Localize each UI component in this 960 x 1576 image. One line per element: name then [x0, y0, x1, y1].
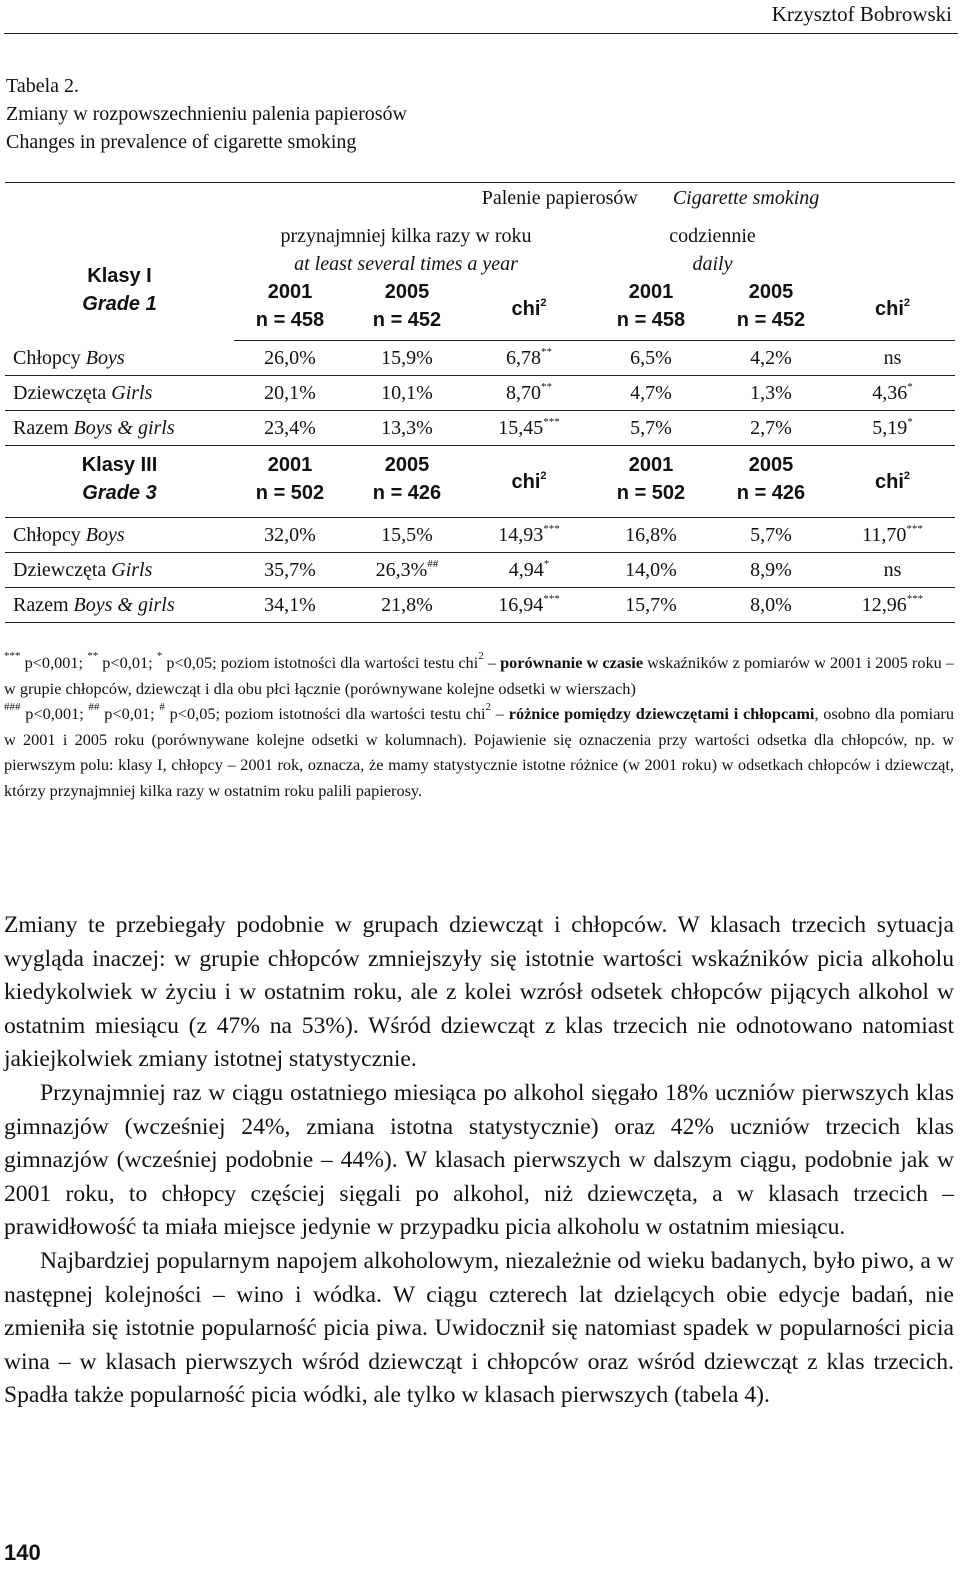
cell-freq-2005: 13,3% [381, 417, 433, 439]
cell-daily-chi-sig: * [907, 381, 913, 393]
s1-chi-a: chi [511, 298, 541, 320]
cell-daily-2001: 6,5% [590, 341, 712, 376]
row-label-en: Boys & girls [73, 594, 175, 616]
table-row [5, 518, 955, 553]
s1-n-2001b: n = 458 [616, 309, 686, 331]
cell-daily-chi-sig: * [907, 416, 913, 428]
body-text [4, 909, 954, 1413]
s2-chi-b: chi [874, 470, 904, 493]
cell-daily-chi: 4,36 [872, 382, 908, 404]
row-label-pl: Chłopcy [13, 346, 81, 369]
header-row-group [5, 183, 955, 213]
footnote-gender-comparison: ### p<0,001; ## p<0,01; # p<0,05; poziom istotności dla wartości testu chi$^2$ – różnice pomiędzy dziewczętami i chłopcami, osobno dla pomiaru w 2001 i 2005 roku (porównywane kolejne odsetki w kolumnach). Pojawienie się oznaczenia przy wartości odsetka dla chłopców, np. w pierwszym polu: klasy I, chłopcy – 2001 rok, oznacza, że mamy statystycznie istotne różnice (w 2001 roku) w odsetkach chłopców i dziewcząt, którzy przynajmniej kilka razy w ostatnim roku palili papierosy. [4, 701, 954, 800]
col-group1-pl: przynajmniej kilka razy w roku [280, 225, 532, 247]
cell-daily-2001: 4,7% [590, 376, 712, 411]
row-label-pl: Razem [13, 594, 69, 616]
col-group2-en: daily [692, 253, 733, 275]
col-group1-en: at least several times a year [294, 253, 518, 275]
cell-freq-2005: 15,9% [381, 347, 433, 369]
s2-n-2005a: n = 426 [372, 481, 442, 504]
cell-freq-chi-sig: *** [543, 416, 560, 428]
footnote-time-comparison: *** p<0,001; ** p<0,01; * p<0,05; poziom istotności dla wartości testu chi$^2$ – porównanie w czasie wskaźników z pomiarów w 2001 i 2005 roku – w grupie chłopców, dziewcząt i dla obu płci łącznie (porównywane kolejne odsetki w wierszach) [4, 650, 955, 698]
table-footnotes [4, 650, 954, 804]
cell-daily-2005: 8,9% [712, 553, 830, 588]
table-row [5, 553, 955, 588]
cell-daily-2001: 15,7% [590, 588, 712, 623]
cell-daily-2001: 16,8% [590, 518, 712, 553]
row-label-pl: Chłopcy [13, 524, 81, 546]
cell-daily-2005: 1,3% [712, 376, 830, 411]
col-group2-pl: codziennie [669, 225, 756, 247]
row-label-pl: Dziewczęta [13, 382, 107, 404]
cell-freq-2005: 26,3% [375, 559, 428, 581]
s2-chi-a: chi [511, 470, 541, 493]
cell-freq-chi-sig: * [543, 558, 550, 570]
paragraph: Zmiany te przebiegały podobnie w grupach dziewcząt i chłopców. W klasach trzecich sytuacja wygląda inaczej: w grupie chłopców zmniejszyły się istotnie wartości wskaźników picia alkoholu kiedykolwiek w życiu i w ostatnim roku, ale z kolei wzrósł odsetek chłopców pijących alkohol w ostatnim miesiącu (z 47% na 53%). Wśród dziewcząt z klas trzecich nie odnotowano natomiast jakiejkolwiek zmiany istotnej statystycznie. [4, 912, 954, 1073]
table-caption [6, 72, 407, 156]
table-title-pl: Zmiany w rozpowszechnieniu palenia papierosów [6, 103, 407, 125]
running-head: Krzysztof Bobrowski [771, 2, 952, 26]
section2-header-row [5, 446, 955, 518]
cell-daily-chi: 12,96 [861, 594, 907, 616]
section2-label-pl: Klasy III [81, 453, 158, 476]
section2-label-en: Grade 3 [82, 481, 157, 504]
row-label-en: Boys & girls [73, 417, 175, 439]
cell-freq-2001: 35,7% [234, 553, 346, 588]
cell-freq-chi: 4,94 [508, 559, 544, 581]
group-title-en: Cigarette smoking [672, 187, 820, 209]
s1-n-2001a: n = 458 [255, 309, 325, 331]
header-rule [4, 33, 958, 34]
cell-daily-chi-sig: *** [906, 593, 924, 605]
section1-label-en: Grade 1 [82, 292, 157, 315]
cell-daily-chi: 11,70 [862, 524, 907, 546]
cell-freq-chi-sig: ** [541, 346, 552, 358]
table-title-en: Changes in prevalence of cigarette smoking [6, 131, 357, 153]
row-label-pl: Dziewczęta [13, 559, 107, 581]
row-label-pl: Razem [13, 417, 69, 439]
table-row [5, 588, 955, 623]
s1-n-2005b: n = 452 [736, 309, 806, 331]
table-label: Tabela 2. [6, 75, 80, 97]
cell-freq-2001: 23,4% [234, 411, 346, 446]
s1-chi-a-exp: 2 [540, 297, 547, 309]
s1-year-2001a: 2001 [267, 281, 313, 303]
section1-label [5, 183, 234, 341]
cell-freq-chi-sig: *** [543, 593, 560, 605]
cell-freq-2001: 32,0% [234, 518, 346, 553]
cell-freq-2005-sig: ## [427, 558, 439, 570]
cell-daily-2005: 5,7% [712, 518, 830, 553]
table-row [5, 341, 955, 376]
s2-n-2005b: n = 426 [736, 481, 806, 504]
cell-freq-2001: 26,0% [234, 341, 346, 376]
cell-daily-2005: 2,7% [712, 411, 830, 446]
s2-chi-a-exp: 2 [540, 469, 547, 482]
s2-year-2005b: 2005 [748, 453, 794, 476]
cell-freq-2005: 21,8% [381, 594, 433, 616]
cell-freq-chi-sig: ** [541, 381, 552, 393]
cell-daily-2001: 5,7% [590, 411, 712, 446]
s2-year-2001a: 2001 [267, 453, 313, 476]
cell-daily-2005: 8,0% [712, 588, 830, 623]
table-row [5, 376, 955, 411]
row-label-en: Boys [85, 524, 125, 546]
s1-year-2005a: 2005 [384, 281, 430, 303]
paragraph: Przynajmniej raz w ciągu ostatniego miesiąca po alkohol sięgało 18% uczniów pierwszych klas gimnazjów (wcześniej 24%, zmiana istotna statystycznie) oraz 42% uczniów trzecich klas gimnazjów (wcześniej podobnie – 44%). W klasach pierwszych w dalszym ciągu, podobnie jak w 2001 roku, to chłopcy częściej sięgali po alkohol, niż dziewczęta, a w klasach trzecich – prawidłowość ta miała miejsce jedynie w przypadku picia alkoholu w ostatnim miesiącu. [4, 1079, 954, 1241]
smoking-table [5, 182, 955, 623]
cell-daily-2001: 14,0% [590, 553, 712, 588]
s1-chi-b-exp: 2 [903, 297, 911, 309]
row-label-en: Girls [111, 382, 153, 404]
table-row [5, 411, 955, 446]
cell-freq-chi: 8,70 [506, 382, 541, 404]
cell-freq-chi: 15,45 [498, 417, 544, 439]
row-label-en: Girls [111, 559, 153, 581]
cell-freq-chi: 14,93 [498, 524, 544, 546]
group-title-pl: Palenie papierosów [481, 187, 638, 209]
cell-freq-2001: 20,1% [234, 376, 346, 411]
cell-daily-chi-sig: *** [906, 523, 923, 535]
cell-daily-chi: 5,19 [872, 417, 908, 439]
cell-daily-2005: 4,2% [712, 341, 830, 376]
cell-freq-2001: 34,1% [234, 588, 346, 623]
section1-label-pl: Klasy I [87, 264, 152, 287]
s1-n-2005a: n = 452 [372, 309, 442, 331]
cell-freq-chi: 16,94 [498, 594, 544, 616]
s2-chi-b-exp: 2 [903, 469, 911, 482]
cell-freq-chi-sig: *** [543, 523, 560, 535]
s2-year-2005a: 2005 [384, 453, 430, 476]
cell-freq-chi: 6,78 [506, 347, 541, 369]
s1-chi-b: chi [874, 298, 904, 320]
s1-year-2001b: 2001 [628, 281, 674, 303]
cell-daily-chi: ns [883, 559, 902, 581]
s1-year-2005b: 2005 [748, 281, 794, 303]
s2-n-2001a: n = 502 [255, 481, 325, 504]
s2-n-2001b: n = 502 [616, 481, 686, 504]
paragraph: Najbardziej popularnym napojem alkoholowym, niezależnie od wieku badanych, było piwo, a w następnej kolejności – wino i wódka. W ciągu czterech lat dzielących obie edycje badań, nie zmieniła się istotnie popularność picia piwa. Uwidocznił się natomiast spadek w popularności picia wina – w klasach pierwszych wśród dziewcząt i chłopców oraz wśród dziewcząt z klas trzecich. Spadła także popularność picia wódki, ale tylko w klasach pierwszych (tabela 4). [4, 1247, 954, 1409]
section2-label [5, 446, 234, 518]
s2-year-2001b: 2001 [628, 453, 674, 476]
row-label-en: Boys [85, 346, 125, 369]
cell-freq-2005: 15,5% [381, 524, 433, 546]
cell-freq-2005: 10,1% [381, 382, 433, 404]
page-number: 140 [4, 1540, 41, 1565]
cell-daily-chi: ns [883, 347, 902, 369]
